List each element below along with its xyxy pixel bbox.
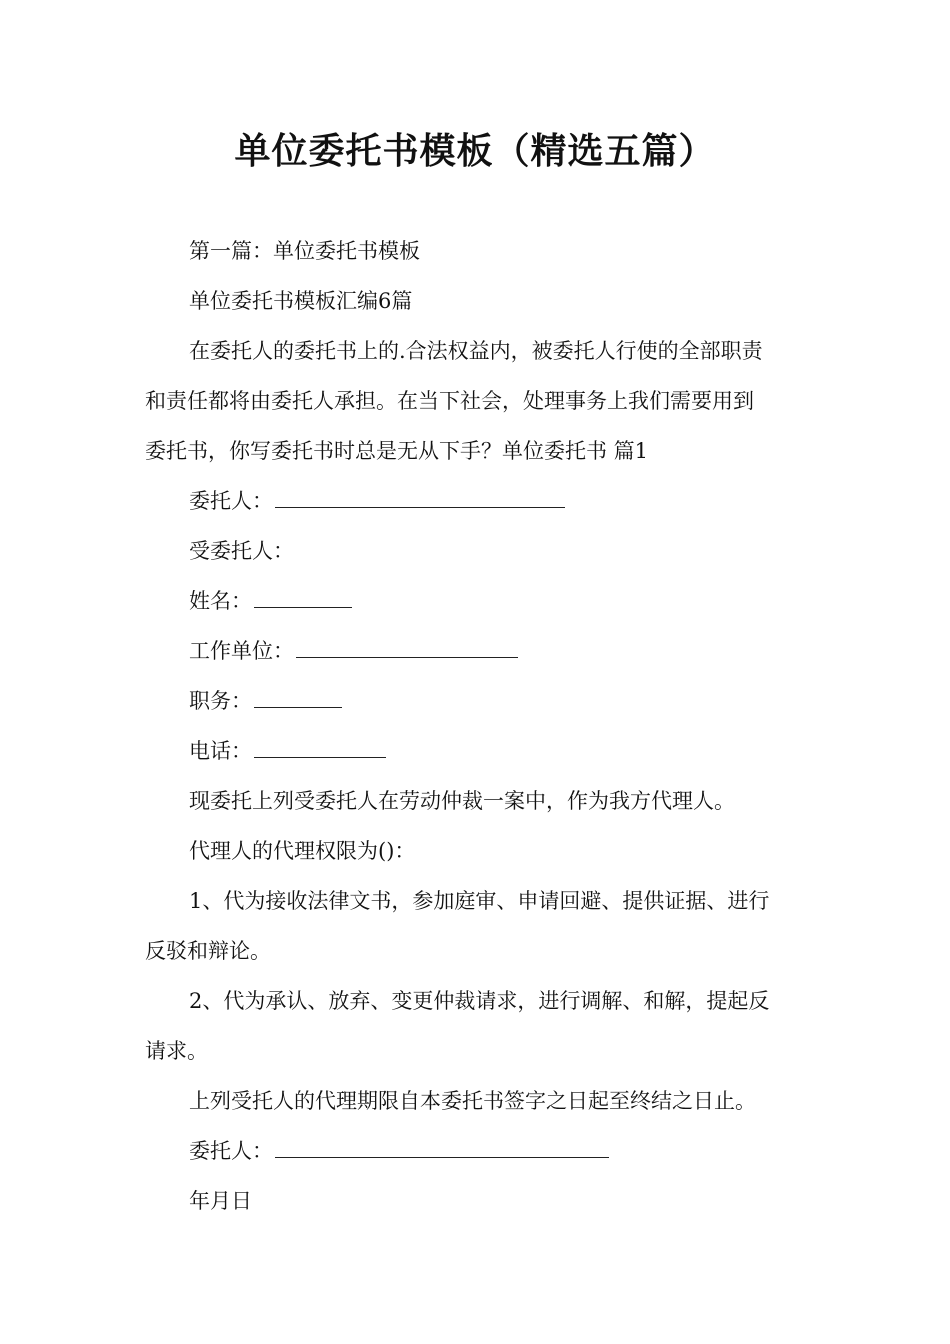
text-line: 和责任都将由委托人承担。在当下社会，处理事务上我们需要用到: [145, 389, 754, 413]
field-label: 姓名：: [189, 589, 252, 613]
phone-blank: [254, 737, 386, 758]
signature-blank: [275, 1137, 609, 1158]
list-item: [189, 986, 769, 1016]
text-line: 代理人的代理权限为()：: [189, 839, 416, 863]
document-title: 单位委托书模板（精选五篇）: [234, 131, 716, 172]
field-label: 工作单位：: [189, 639, 294, 663]
paragraph-line: [145, 436, 648, 466]
name-field: [189, 586, 352, 616]
list-item-continued: [145, 1036, 208, 1066]
position-field: [189, 686, 342, 716]
field-label: 受委托人：: [189, 539, 294, 563]
field-label: 委托人：: [189, 1139, 273, 1163]
text-line: 在委托人的委托书上的.合法权益内，被委托人行使的全部职责: [189, 339, 763, 363]
text-line: 上列受托人的代理期限自本委托书签字之日起至终结之日止。: [189, 1089, 756, 1113]
text-line: 请求。: [145, 1039, 208, 1063]
principal-blank: [275, 487, 565, 508]
list-item: [189, 886, 769, 916]
position-blank: [254, 687, 342, 708]
phone-field: [189, 736, 386, 766]
work-unit-field: [189, 636, 518, 666]
field-label: 电话：: [189, 739, 252, 763]
text-line: 年月日: [189, 1189, 252, 1213]
text-line: 现委托上列受委托人在劳动仲裁一案中，作为我方代理人。: [189, 789, 735, 813]
paragraph-line: [189, 836, 415, 866]
list-item-continued: [145, 936, 271, 966]
text-line: 单位委托书模板汇编6篇: [189, 289, 413, 313]
agent-heading: [189, 536, 294, 566]
work-unit-blank: [296, 637, 518, 658]
text-line: 2、代为承认、放弃、变更仲裁请求，进行调解、和解，提起反: [189, 989, 770, 1013]
paragraph-line: [145, 386, 754, 416]
principal-signature-field: [189, 1136, 609, 1166]
section-heading: [189, 236, 420, 266]
sub-heading: [189, 286, 412, 316]
field-label: 委托人：: [189, 489, 273, 513]
text-line: 反驳和辩论。: [145, 939, 271, 963]
principal-field: [189, 486, 565, 516]
paragraph-line: [189, 1086, 756, 1116]
paragraph-line: [189, 786, 735, 816]
paragraph-line: [189, 336, 763, 366]
field-label: 职务：: [189, 689, 252, 713]
date-line: [189, 1186, 252, 1216]
text-line: 第一篇：单位委托书模板: [189, 239, 420, 263]
name-blank: [254, 587, 352, 608]
text-line: 1、代为接收法律文书，参加庭审、申请回避、提供证据、进行: [189, 889, 770, 913]
text-line: 委托书，你写委托书时总是无从下手？单位委托书 篇1: [145, 439, 649, 463]
